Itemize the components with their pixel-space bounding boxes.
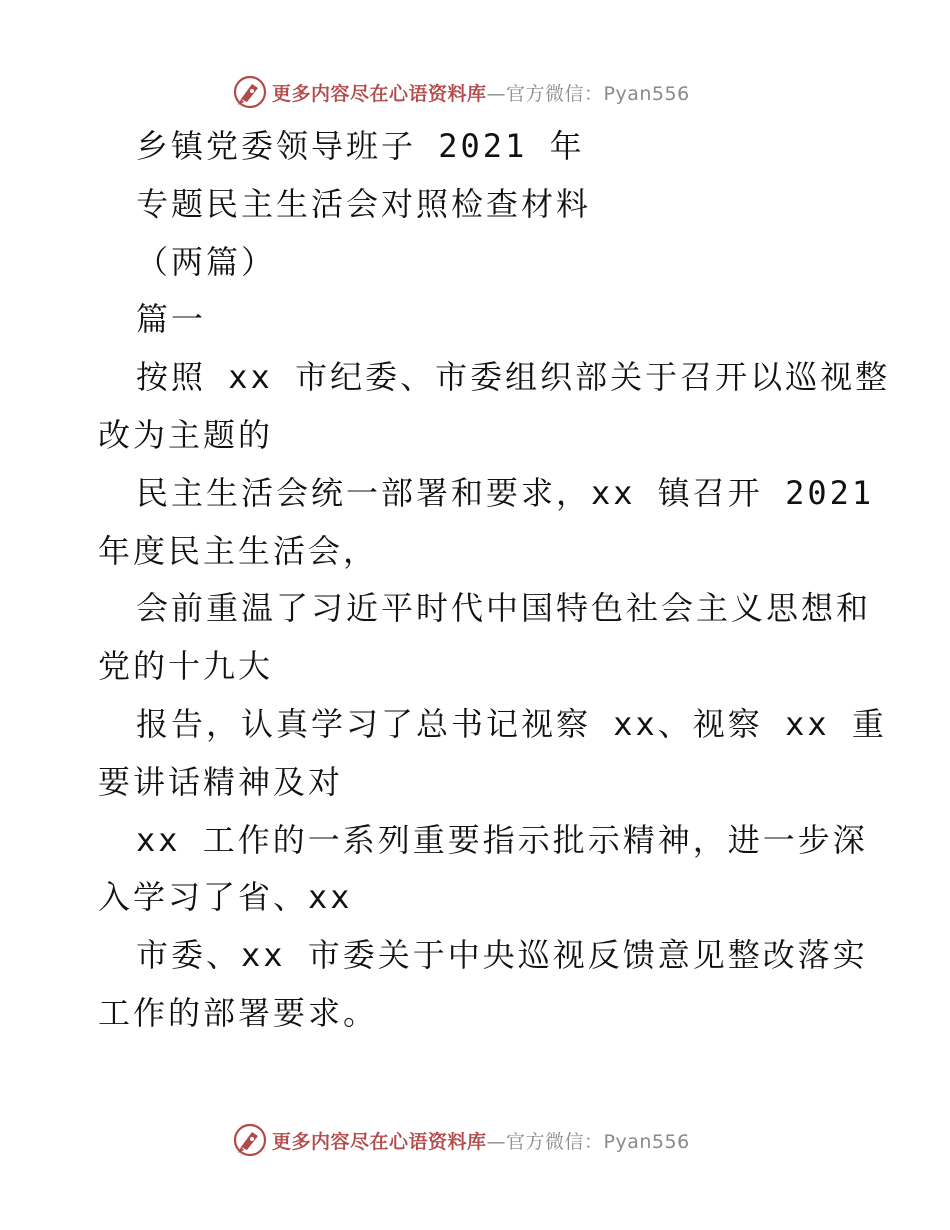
document-line: 要讲话精神及对 [98, 762, 344, 801]
document-line: 乡镇党委领导班子 2021 年 [136, 127, 585, 165]
document-line: 民主生活会统一部署和要求，xx 镇召开 2021 [136, 473, 875, 512]
document-line: 工作的部署要求。 [98, 993, 379, 1032]
document-line: 专题民主生活会对照检查材料 [136, 184, 592, 223]
watermark-sub-text: —官方微信：Pyan556 [486, 1130, 690, 1153]
document-line: 报告，认真学习了总书记视察 xx、视察 xx 重 [136, 704, 887, 743]
document-line: 市委、xx 市委关于中央巡视反馈意见整改落实 [136, 936, 868, 975]
document-line: 按照 xx 市纪委、市委组织部关于召开以巡视整 [136, 358, 891, 397]
watermark-footer [232, 1120, 690, 1160]
document-line: 会前重温了习近平时代中国特色社会主义思想和 [136, 589, 872, 628]
document-line: 改为主题的 [98, 415, 274, 454]
watermark-main-text: 更多内容尽在心语资料库 [272, 1130, 487, 1153]
document-line: 入学习了省、xx [98, 878, 353, 917]
document-line: 党的十九大 [98, 647, 274, 686]
pen-nib-logo-icon [232, 74, 268, 110]
document-line: （两篇） [136, 242, 277, 281]
watermark-header [232, 72, 690, 112]
watermark-main-text: 更多内容尽在心语资料库 [272, 82, 487, 105]
pen-nib-logo-icon [232, 1122, 268, 1158]
document-body [98, 118, 891, 1043]
document-line: 年度民主生活会， [98, 531, 379, 570]
document-line: 篇一 [136, 300, 207, 339]
watermark-sub-text: —官方微信：Pyan556 [486, 82, 690, 105]
document-line: xx 工作的一系列重要指示批示精神，进一步深 [136, 820, 868, 859]
